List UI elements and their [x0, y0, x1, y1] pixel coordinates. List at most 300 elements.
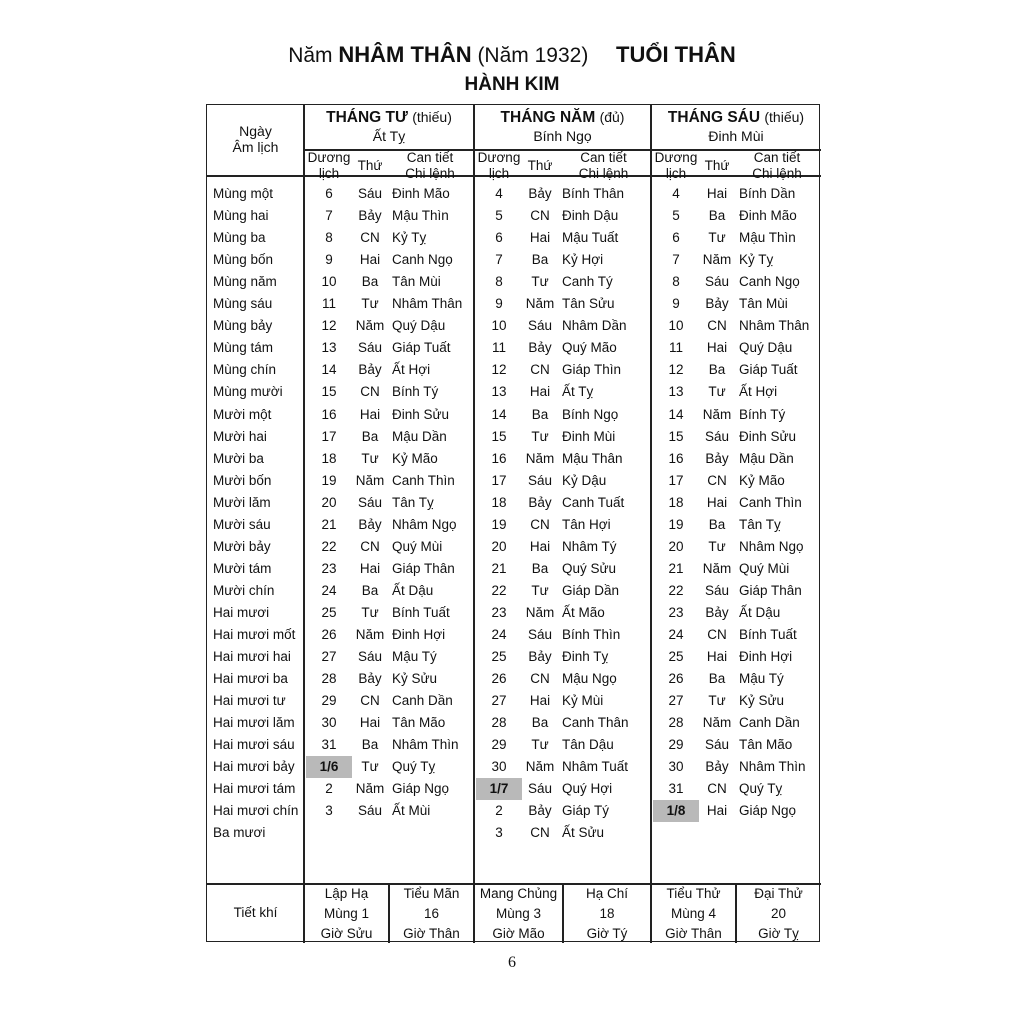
weekday-cell: CN — [530, 825, 550, 841]
weekday-cell: Năm — [702, 406, 732, 422]
month-can-chi: Bính Ngọ — [533, 128, 592, 144]
tiet-khi-line: 20 — [770, 906, 787, 921]
weekday-cell: Sáu — [357, 803, 383, 819]
can-chi-cell: Giáp Ngọ — [739, 803, 797, 819]
weekday-cell: Hai — [359, 715, 381, 731]
weekday-cell: Bảy — [705, 450, 729, 466]
solar-date-cell: 17 — [491, 472, 507, 488]
lunar-day-label: Mười ba — [213, 450, 264, 466]
lunar-day-label: Hai mươi hai — [213, 649, 291, 665]
weekday-cell: Ba — [708, 671, 726, 687]
weekday-cell: CN — [360, 384, 380, 400]
weekday-cell: Tư — [361, 604, 379, 620]
solar-date-cell: 27 — [668, 693, 684, 709]
solar-date-cell: 3 — [495, 825, 503, 841]
month-name: THÁNG TƯ — [326, 109, 408, 126]
solar-date-cell: 23 — [491, 604, 507, 620]
solar-date-header-line2: lịch — [665, 166, 687, 181]
can-chi-cell: Đinh Tỵ — [562, 649, 609, 665]
month-length: (thiếu) — [412, 109, 452, 125]
weekday-cell: Hai — [529, 693, 551, 709]
weekday-cell: Sáu — [357, 649, 383, 665]
solar-date-cell: 16 — [668, 450, 684, 466]
month-header-title — [304, 108, 474, 127]
solar-date-cell: 2 — [325, 781, 333, 797]
solar-date-cell: 8 — [672, 274, 680, 290]
tiet-khi-line: Mang Chủng — [479, 886, 558, 901]
solar-date-cell: 4 — [672, 186, 680, 201]
can-chi-cell: Giáp Tý — [562, 803, 610, 819]
can-chi-cell: Canh Tuất — [562, 494, 625, 510]
can-chi-cell: Bính Thìn — [562, 627, 621, 642]
lunar-day-label: Ba mươi — [213, 825, 266, 841]
solar-date-cell: 12 — [491, 362, 507, 378]
can-chi-cell: Canh Thìn — [739, 494, 802, 510]
weekday-cell: Bảy — [528, 340, 552, 356]
page-number: 6 — [508, 954, 516, 971]
weekday-header-line1: Thứ — [527, 158, 553, 173]
can-chi-cell: Canh Dần — [739, 715, 800, 731]
solar-date-cell: 28 — [321, 671, 337, 687]
solar-date-cell: 19 — [491, 516, 507, 532]
can-chi-cell: Quý Mão — [562, 340, 617, 356]
lunar-day-label: Mười sáu — [213, 516, 271, 532]
weekday-cell: Hai — [706, 649, 728, 665]
can-chi-header-line2: Chi lệnh — [578, 166, 629, 181]
weekday-cell: Sáu — [704, 582, 730, 598]
weekday-cell: CN — [707, 627, 727, 642]
lunar-day-label: Mùng mười — [213, 384, 283, 400]
can-chi-cell: Tân Dậu — [562, 737, 614, 753]
weekday-cell: Sáu — [527, 318, 553, 334]
can-chi-cell: Bính Dần — [739, 186, 796, 201]
can-chi-cell: Kỷ Sửu — [392, 671, 438, 687]
weekday-cell: Năm — [525, 604, 555, 620]
can-chi-cell: Nhâm Tý — [562, 538, 617, 554]
weekday-cell: Năm — [525, 296, 555, 312]
can-chi-cell: Mậu Thân — [562, 450, 623, 466]
weekday-cell: Tư — [708, 538, 726, 554]
solar-date-cell: 23 — [321, 560, 337, 576]
weekday-cell: Hai — [529, 384, 551, 400]
title-prefix: Năm — [288, 44, 333, 67]
solar-date-cell: 7 — [672, 252, 680, 268]
can-chi-cell: Quý Dậu — [739, 340, 793, 356]
lunar-day-label: Mười hai — [213, 428, 267, 444]
can-chi-header-line2: Chi lệnh — [752, 166, 802, 181]
solar-date-cell: 6 — [672, 230, 680, 246]
weekday-cell: Hai — [359, 560, 381, 576]
can-chi-cell: Kỷ Sửu — [739, 693, 785, 709]
weekday-cell: Ba — [531, 252, 549, 268]
solar-date-cell: 12 — [668, 362, 684, 378]
solar-date-cell: 14 — [491, 406, 507, 422]
solar-date-cell: 27 — [491, 693, 507, 709]
page-subtitle: HÀNH KIM — [464, 74, 560, 95]
can-chi-cell: Đinh Sửu — [739, 428, 797, 444]
weekday-cell: Bảy — [705, 296, 729, 312]
solar-date-cell: 29 — [491, 737, 507, 753]
can-chi-header — [386, 150, 474, 182]
tiet-khi-line: 18 — [599, 906, 615, 921]
can-chi-cell: Mậu Tuất — [562, 230, 619, 246]
weekday-cell: Sáu — [357, 494, 383, 510]
weekday-cell: Bảy — [528, 494, 552, 510]
can-chi-cell: Ất Dậu — [739, 604, 781, 620]
weekday-cell: Năm — [525, 759, 555, 775]
tiet-khi-line: Tiểu Thử — [666, 886, 721, 901]
can-chi-cell: Canh Dần — [392, 693, 453, 709]
weekday-header-line1: Thứ — [357, 158, 383, 173]
solar-date-cell: 30 — [321, 715, 337, 731]
weekday-header — [354, 158, 386, 174]
weekday-cell: Hai — [529, 538, 551, 554]
solar-date-cell: 23 — [668, 604, 684, 620]
weekday-cell: CN — [707, 318, 727, 334]
solar-date-cell: 13 — [491, 384, 507, 400]
weekday-cell: CN — [530, 208, 550, 224]
can-chi-cell: Kỷ Tỵ — [739, 252, 774, 268]
solar-date-cell: 14 — [668, 406, 684, 422]
can-chi-cell: Bính Tuất — [392, 604, 450, 620]
tiet-khi-cell — [474, 884, 563, 944]
weekday-cell: Bảy — [705, 759, 729, 775]
month-name: THÁNG SÁU — [667, 109, 761, 126]
tiet-khi-line: Giờ Sửu — [320, 926, 373, 941]
solar-date-cell: 30 — [668, 759, 684, 775]
can-chi-cell: Tân Mão — [739, 737, 793, 753]
tiet-khi-cell — [304, 884, 389, 944]
solar-date-cell: 10 — [668, 318, 684, 334]
weekday-cell: CN — [360, 693, 380, 709]
tiet-khi-line: Giờ Tý — [586, 926, 628, 941]
can-chi-cell: Tân Mùi — [739, 296, 788, 312]
month-name: THÁNG NĂM — [500, 109, 596, 126]
solar-date-cell: 8 — [325, 230, 333, 246]
can-chi-cell: Quý Mùi — [739, 560, 790, 576]
lunar-day-label: Mười chín — [213, 582, 275, 598]
weekday-cell: CN — [530, 362, 550, 378]
can-chi-cell: Kỷ Dậu — [562, 472, 607, 488]
can-chi-cell: Giáp Tuất — [739, 362, 798, 378]
title-age: TUỔI THÂN — [616, 42, 736, 67]
page-title — [0, 42, 1024, 68]
can-chi-header — [556, 150, 651, 182]
can-chi-cell: Tân Hợi — [562, 516, 611, 532]
solar-date-cell: 19 — [668, 516, 684, 532]
can-chi-cell: Nhâm Ngọ — [739, 538, 804, 554]
solar-date-cell: 12 — [321, 318, 337, 334]
lunar-day-label: Hai mươi tám — [213, 781, 296, 797]
month-header-title — [474, 108, 651, 127]
weekday-cell: Ba — [531, 406, 549, 422]
can-chi-cell: Ất Hợi — [739, 384, 778, 400]
solar-date-cell: 21 — [491, 560, 507, 576]
tiet-khi-line: Giờ Thân — [403, 926, 460, 941]
can-chi-cell: Kỷ Tỵ — [392, 230, 427, 246]
weekday-cell: Tư — [708, 384, 726, 400]
can-chi-cell: Tân Mão — [392, 715, 446, 731]
solar-date-cell: 5 — [495, 208, 503, 224]
weekday-cell: CN — [360, 538, 380, 554]
weekday-cell: Tư — [361, 759, 379, 775]
can-chi-cell: Tân Mùi — [392, 274, 441, 290]
solar-date-cell: 10 — [491, 318, 507, 334]
tiet-khi-line: Giờ Tỵ — [758, 926, 799, 941]
solar-date-cell: 22 — [321, 538, 337, 554]
can-chi-cell: Kỷ Hợi — [562, 252, 604, 268]
can-chi-cell: Nhâm Ngọ — [392, 516, 457, 532]
solar-date-cell: 4 — [495, 186, 503, 201]
lunar-day-label: Hai mươi bảy — [213, 759, 295, 775]
tiet-khi-line: Đại Thử — [754, 886, 803, 901]
can-chi-cell: Ất Mùi — [392, 803, 431, 819]
solar-date-header-line2: lịch — [318, 166, 340, 181]
lunar-day-label: Mùng chín — [213, 362, 277, 378]
month-header — [304, 108, 474, 146]
weekday-cell: Năm — [355, 781, 385, 797]
can-chi-cell: Giáp Thìn — [562, 362, 622, 378]
can-chi-cell: Mậu Thìn — [739, 230, 796, 246]
can-chi-cell: Bính Ngọ — [562, 406, 619, 422]
month-header — [651, 108, 821, 146]
solar-date-cell: 28 — [668, 715, 684, 731]
can-chi-cell: Canh Ngọ — [392, 252, 453, 268]
can-chi-header-line1: Can tiết — [406, 150, 454, 165]
weekday-cell: Tư — [531, 274, 549, 290]
weekday-cell: Tư — [531, 582, 549, 598]
weekday-header — [524, 158, 556, 174]
lunar-day-label: Hai mươi ba — [213, 671, 288, 687]
solar-date-cell: 16 — [491, 450, 507, 466]
weekday-cell: CN — [530, 516, 550, 532]
weekday-cell: Ba — [361, 582, 379, 598]
can-chi-cell: Bính Thân — [562, 186, 625, 201]
solar-date-cell: 11 — [491, 340, 506, 356]
weekday-cell: Ba — [361, 737, 379, 753]
weekday-cell: Sáu — [527, 627, 553, 642]
can-chi-cell: Canh Tý — [562, 274, 613, 290]
can-chi-cell: Đinh Sửu — [392, 406, 450, 422]
solar-date-cell: 7 — [495, 252, 503, 268]
can-chi-cell: Nhâm Thìn — [392, 737, 459, 753]
tiet-khi-line: Giờ Thân — [665, 926, 722, 941]
weekday-cell: Hai — [706, 803, 728, 819]
tiet-khi-line: Tiểu Mãn — [403, 886, 460, 901]
can-chi-cell: Mậu Dần — [392, 428, 447, 444]
weekday-cell: Tư — [708, 693, 726, 709]
solar-date-cell: 22 — [491, 582, 507, 598]
solar-date-cell: 10 — [321, 274, 337, 290]
solar-date-cell: 9 — [672, 296, 680, 312]
weekday-cell: Sáu — [527, 472, 553, 488]
solar-date-cell: 6 — [325, 186, 333, 201]
solar-date-cell: 6 — [495, 230, 503, 246]
weekday-cell: Tư — [361, 450, 379, 466]
weekday-cell: Hai — [706, 186, 728, 201]
weekday-cell: Năm — [702, 560, 732, 576]
lunar-day-label: Mùng bảy — [213, 318, 273, 334]
can-chi-cell: Ất Hợi — [392, 362, 431, 378]
weekday-cell: Năm — [525, 450, 555, 466]
weekday-cell: CN — [707, 781, 727, 797]
can-chi-header-line1: Can tiết — [753, 150, 801, 165]
lunar-day-label: Hai mươi sáu — [213, 737, 295, 753]
weekday-cell: Năm — [702, 252, 732, 268]
can-chi-cell: Đinh Mão — [739, 208, 797, 224]
title-year-paren: (Năm 1932) — [477, 44, 589, 67]
can-chi-cell: Giáp Ngọ — [392, 781, 450, 797]
can-chi-cell: Quý Tỵ — [392, 759, 436, 775]
lunar-day-label: Hai mươi chín — [213, 803, 299, 819]
solar-date-cell: 24 — [491, 627, 507, 642]
weekday-cell: Ba — [708, 516, 726, 532]
solar-date-cell: 17 — [321, 428, 337, 444]
calendar-table — [206, 104, 820, 942]
can-chi-cell: Mậu Tý — [392, 649, 437, 665]
can-chi-cell: Kỷ Mùi — [562, 693, 604, 709]
tiet-khi-line: 16 — [423, 906, 440, 921]
can-chi-cell: Mậu Dần — [739, 450, 794, 466]
weekday-cell: Bảy — [705, 604, 729, 620]
lunar-day-label: Mười một — [213, 406, 272, 422]
lunar-day-label: Hai mươi tư — [213, 693, 286, 709]
solar-date-header — [474, 150, 524, 182]
lunar-day-label: Mười bốn — [213, 472, 272, 488]
solar-date-cell: 13 — [321, 340, 337, 356]
solar-date-cell: 13 — [668, 384, 684, 400]
solar-date-cell: 15 — [321, 384, 337, 400]
solar-date-header-line1: Dương — [654, 150, 698, 165]
weekday-cell: Tư — [531, 737, 549, 753]
can-chi-cell: Canh Thìn — [392, 472, 455, 488]
solar-date-cell: 25 — [668, 649, 684, 665]
solar-date-cell: 31 — [668, 781, 684, 797]
solar-date-cell: 18 — [668, 494, 684, 510]
can-chi-cell: Quý Dậu — [392, 318, 446, 334]
solar-date-cell: 21 — [321, 516, 337, 532]
solar-date-header-line1: Dương — [307, 150, 351, 165]
can-chi-cell: Nhâm Thìn — [739, 759, 806, 775]
can-chi-cell: Tân Sửu — [562, 296, 615, 312]
lunar-day-header-line1: Ngày — [239, 123, 272, 139]
solar-date-cell: 1/6 — [306, 756, 352, 778]
weekday-cell: Ba — [531, 560, 549, 576]
weekday-cell: Bảy — [528, 803, 552, 819]
solar-date-cell: 26 — [321, 627, 337, 642]
weekday-cell: Ba — [361, 274, 379, 290]
solar-date-header — [304, 150, 354, 182]
solar-date-cell: 24 — [321, 582, 337, 598]
tiet-khi-cell — [389, 884, 474, 944]
solar-date-cell: 25 — [491, 649, 507, 665]
weekday-cell: Sáu — [704, 737, 730, 753]
solar-date-cell: 16 — [321, 406, 337, 422]
can-chi-cell: Bính Tuất — [739, 627, 797, 642]
weekday-cell: Bảy — [358, 516, 382, 532]
lunar-day-label: Mùng hai — [213, 208, 269, 224]
can-chi-cell: Quý Tỵ — [739, 781, 783, 797]
lunar-day-label: Mười lăm — [213, 494, 271, 510]
month-length: (thiếu) — [764, 109, 805, 125]
solar-date-cell: 24 — [668, 627, 684, 642]
can-chi-cell: Bính Tý — [739, 406, 786, 422]
can-chi-cell: Quý Hợi — [562, 781, 613, 797]
tiet-khi-cell — [563, 884, 651, 944]
weekday-cell: Bảy — [358, 362, 382, 378]
solar-date-cell: 26 — [491, 671, 507, 687]
lunar-day-label: Mùng bốn — [213, 252, 274, 268]
weekday-cell: CN — [707, 472, 727, 488]
weekday-cell: Bảy — [528, 186, 552, 201]
can-chi-cell: Đinh Hợi — [392, 627, 446, 642]
can-chi-cell: Canh Ngọ — [739, 274, 800, 290]
weekday-cell: Sáu — [357, 340, 383, 356]
weekday-cell: Sáu — [527, 781, 553, 797]
weekday-cell: Hai — [359, 406, 381, 422]
can-chi-cell: Giáp Thân — [739, 582, 802, 598]
can-chi-header-line1: Can tiết — [580, 150, 627, 165]
tiet-khi-line: Mùng 3 — [495, 906, 542, 921]
solar-date-cell: 20 — [321, 494, 337, 510]
solar-date-cell: 2 — [495, 803, 503, 819]
can-chi-header — [733, 150, 821, 182]
tiet-khi-label: Tiết khí — [233, 905, 278, 920]
solar-date-cell: 3 — [325, 803, 333, 819]
solar-date-cell: 14 — [321, 362, 337, 378]
solar-date-header-line1: Dương — [477, 150, 521, 165]
weekday-cell: Ba — [708, 208, 726, 224]
month-header — [474, 108, 651, 146]
solar-date-cell: 25 — [321, 604, 337, 620]
can-chi-cell: Giáp Thân — [392, 560, 455, 576]
solar-date-cell: 26 — [668, 671, 684, 687]
weekday-header-line1: Thứ — [704, 158, 730, 173]
solar-date-cell: 29 — [668, 737, 684, 753]
lunar-day-label: Hai mươi — [213, 604, 270, 620]
can-chi-cell: Kỷ Mão — [392, 450, 438, 466]
weekday-cell: Sáu — [357, 186, 383, 201]
can-chi-cell: Canh Thân — [562, 715, 629, 731]
weekday-cell: Bảy — [358, 208, 382, 224]
can-chi-cell: Quý Sửu — [562, 560, 617, 576]
can-chi-cell: Nhâm Tuất — [562, 759, 629, 775]
month-can-chi: Ất Tỵ — [372, 128, 406, 144]
can-chi-cell: Tân Tỵ — [392, 494, 434, 510]
weekday-cell: Bảy — [358, 671, 382, 687]
solar-date-cell: 5 — [672, 208, 680, 224]
can-chi-cell: Đinh Mùi — [562, 428, 616, 444]
can-chi-cell: Đinh Hợi — [739, 649, 793, 665]
weekday-cell: Tư — [531, 428, 549, 444]
can-chi-cell: Giáp Tuất — [392, 340, 451, 356]
can-chi-cell: Bính Tý — [392, 384, 439, 400]
weekday-cell: CN — [360, 230, 380, 246]
solar-date-cell: 18 — [491, 494, 507, 510]
weekday-cell: Bảy — [528, 649, 552, 665]
solar-date-cell: 17 — [668, 472, 684, 488]
weekday-cell: Sáu — [704, 428, 730, 444]
lunar-day-header-line2: Âm lịch — [232, 139, 279, 155]
tiet-khi-line: Hạ Chí — [585, 886, 629, 901]
lunar-day-label: Mùng ba — [213, 230, 266, 246]
tiet-khi-line: Giờ Mão — [492, 926, 545, 941]
solar-date-cell: 19 — [321, 472, 337, 488]
lunar-day-label: Mùng năm — [213, 274, 277, 290]
lunar-day-label: Mười bảy — [213, 538, 271, 554]
tiet-khi-line: Mùng 1 — [323, 906, 370, 921]
can-chi-cell: Mậu Thìn — [392, 208, 449, 224]
